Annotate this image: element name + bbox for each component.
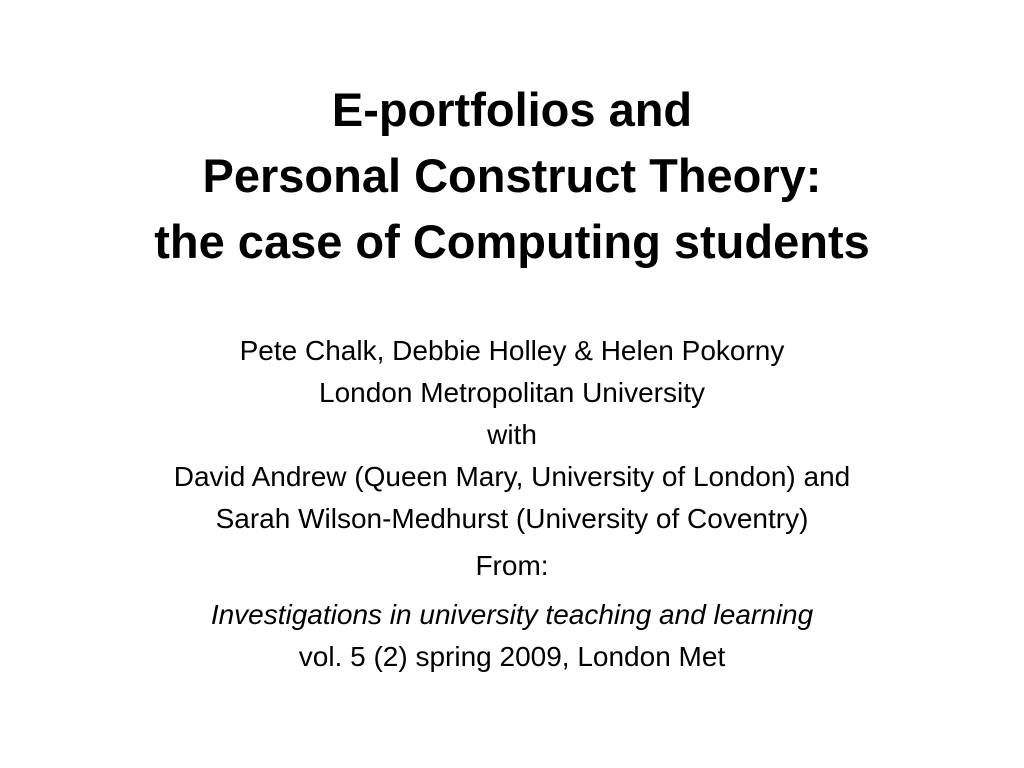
title-line-2: Personal Construct Theory: [202, 149, 822, 202]
journal-title: Investigations in university teaching and learning [210, 599, 814, 630]
authors-line-3: with [487, 419, 537, 450]
authors-block [0, 330, 1024, 540]
title-line-1: E-portfolios and [331, 83, 693, 136]
slide-title [0, 77, 1024, 275]
authors-line-1: Pete Chalk, Debbie Holley & Helen Pokorny [239, 335, 785, 366]
authors-line-5: Sarah Wilson-Medhurst (University of Coventry) [215, 503, 809, 534]
source-block [0, 594, 1024, 678]
authors-line-4: David Andrew (Queen Mary, University of London) and [173, 461, 851, 492]
authors-line-2: London Metropolitan University [319, 377, 705, 408]
journal-details: vol. 5 (2) spring 2009, London Met [298, 641, 726, 672]
title-line-3: the case of Computing students [154, 215, 870, 268]
from-label: From: [475, 550, 549, 581]
